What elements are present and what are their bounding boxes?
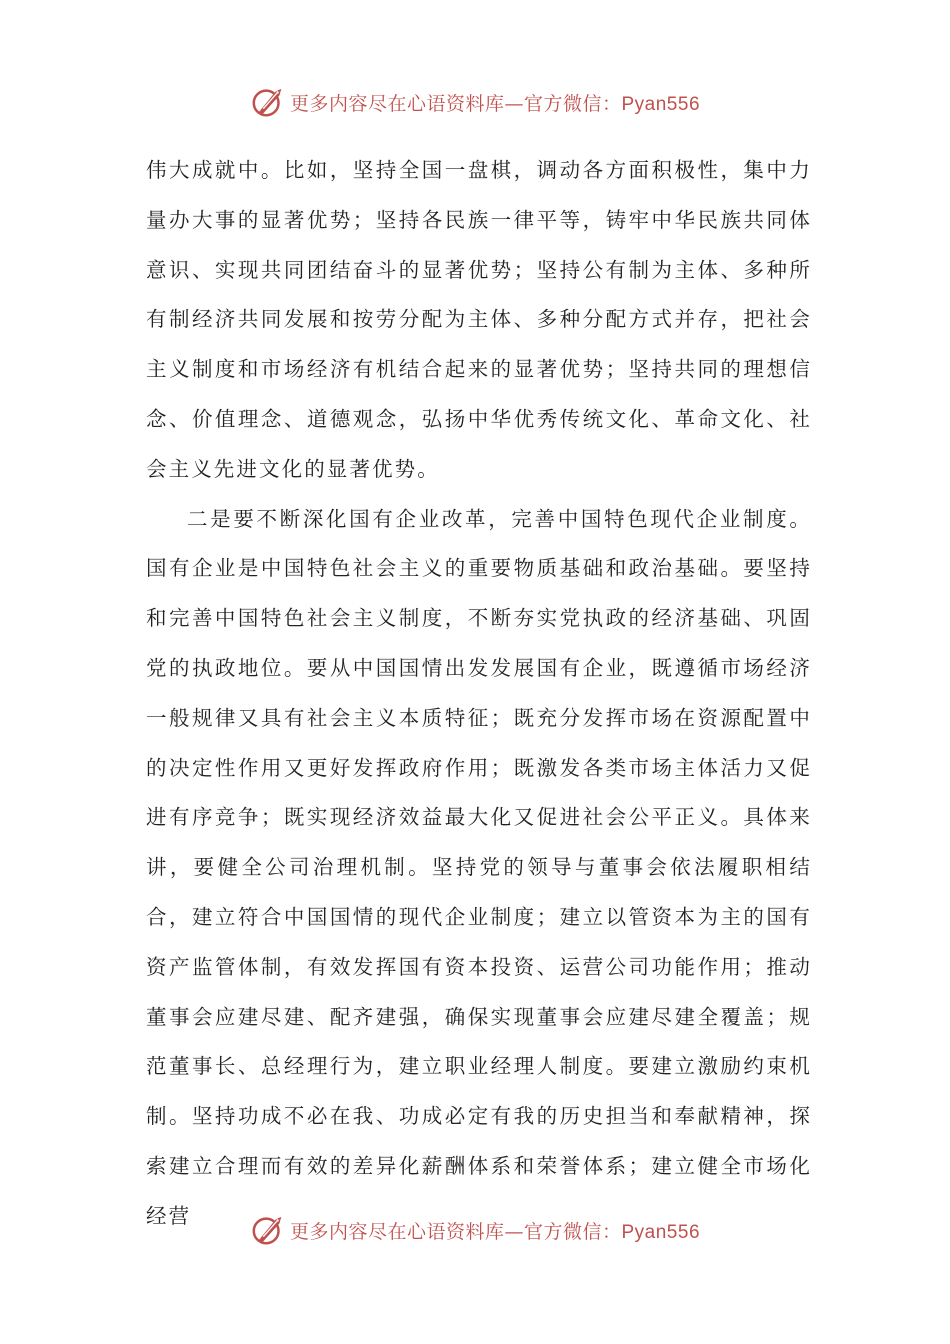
header-watermark xyxy=(0,82,950,122)
watermark-wechat-id: Pyan556 xyxy=(621,1221,701,1243)
footer-watermark xyxy=(0,1210,950,1250)
watermark-text: 更多内容尽在心语资料库—官方微信： xyxy=(289,92,622,115)
body-paragraph: 伟大成就中。比如，坚持全国一盘棋，调动各方面积极性，集中力量办大事的显著优势；坚持各民族一律平等，铸牢中华民族共同体意识、实现共同团结奋斗的显著优势；坚持公有制为主体、多种所有制经济共同发展和按劳分配为主体、多种分配方式并存，把社会主义制度和市场经济有机结合起来的显著优势；坚持共同的理想信念、价值理念、道德观念，弘扬中华优秀传统文化、革命文化、社会主义先进文化的显著优势。 xyxy=(146,158,812,481)
pen-nib-circle-icon xyxy=(250,1211,288,1249)
watermark-wechat-id: Pyan556 xyxy=(621,93,701,115)
pen-nib-circle-icon xyxy=(250,83,288,121)
watermark-text: 更多内容尽在心语资料库—官方微信： xyxy=(289,1220,622,1243)
body-paragraph: 二是要不断深化国有企业改革，完善中国特色现代企业制度。国有企业是中国特色社会主义的重要物质基础和政治基础。要坚持和完善中国特色社会主义制度，不断夯实党执政的经济基础、巩固党的执政地位。要从中国国情出发发展国有企业，既遵循市场经济一般规律又具有社会主义本质特征；既充分发挥市场在资源配置中的决定性作用又更好发挥政府作用；既激发各类市场主体活力又促进有序竞争；既实现经济效益最大化又促进社会公平正义。具体来讲，要健全公司治理机制。坚持党的领导与董事会依法履职相结合，建立符合中国国情的现代企业制度；建立以管资本为主的国有资产监管体制，有效发挥国有资本投资、运营公司功能作用；推动董事会应建尽建、配齐建强，确保实现董事会应建尽建全覆盖；规范董事长、总经理行为，建立职业经理人制度。要建立激励约束机制。坚持功成不必在我、功成必定有我的历史担当和奉献精神，探索建立合理而有效的差异化薪酬体系和荣誉体系；建立健全市场化经营 xyxy=(146,506,812,1228)
document-body xyxy=(146,146,812,1242)
